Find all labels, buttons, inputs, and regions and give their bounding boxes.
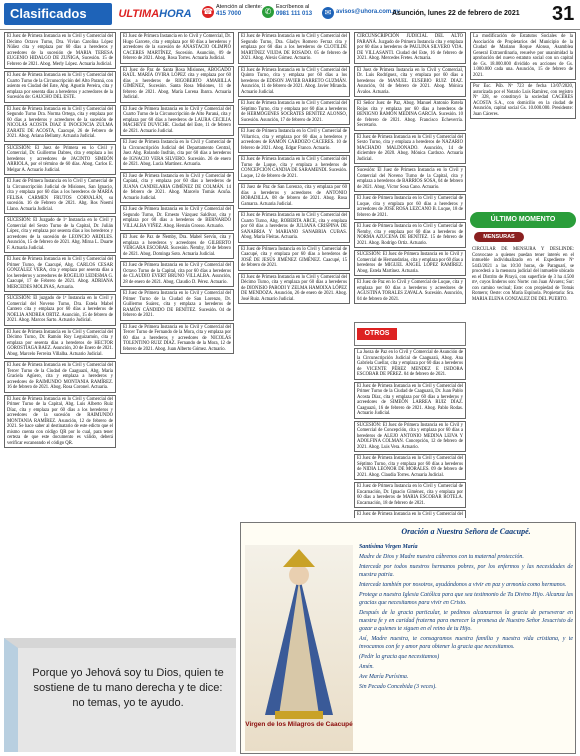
whatsapp-icon: ✆ <box>262 6 274 18</box>
legal-notice: El Juez de Primera Instancia en lo Civil y Comercial del Primer Turno de la Ciudad de Caaguazú, Dr. Juan Pablo Acosta Díaz, cita y emplaza por 60 días a herederos y acreedores de SIMEÓN LARREA RUIZ DÍAZ. Caaguazú, 16 de febrero de 2021. Abog. Pablo Rodas. Actuario Judicial. <box>354 382 466 419</box>
prayer-title: Oración a Nuestra Señora de Caacupé. <box>401 527 531 536</box>
prayer-box <box>240 522 576 754</box>
legal-notice: El Juez de Primera Instancia en lo Civil y Comercial del Segundo Turno, Dra. Gladys Romero Ferraz cita y emplaza por 60 días a los herederos de CLOTILDE MARTÍNEZ VIUDA DE ROSADO. 05 de febrero de 2021. Abog. Alexis Gómez. Actuario. <box>238 32 350 64</box>
prayer-paragraph: Intercede por todos nuestros hermanos pobres, por los enfermos y las necesidades de nuestra patria. <box>359 564 573 578</box>
legal-notice: La modificación de Estatutos Sociales de la Asociación de Propietarios del Municipio de la Ciudad de Mariano Roque Alonso, Asamblea General Extraordinaria, resuelve por unanimidad la aprobación del nuevo estatuto social con un capital de Gs. 18.000.000 dividido en acciones de Gs. 1.000.000 cada una. Asunción, 15 de febrero de 2021. <box>470 32 576 80</box>
prayer-paragraph: Ave María Purísima. <box>359 674 409 680</box>
legal-notice: El Juez de Primera Instancia en lo Civil y Comercial de Encarnación, Dr. Ignacio Giménez, cita y emplaza por 60 días a herederos de MARIA ESCOBAR ROTELA. Encarnación, 18 de febrero de 2021. <box>354 482 466 508</box>
legal-notice: El Juez de Paz de Santa Rosa Misiones, ABOGADO RAÚL MARÍA OVIRA LÓPEZ cita y emplaza por 60 días a herederos de RIGOBERTO AMARILLA GIMÉNEZ, Sucesión. Santa Rosa Misiones, 11 de febrero de 2021. Abog. María Lorena Ibarra. Actuaria Judicial. <box>120 66 234 103</box>
prayer-text <box>359 543 573 693</box>
legal-notice: El Juez de Primera Instancia en lo Civil y Comercial del Tercer Turno de Fernando de la Mora, cita y emplaza por 60 días a herederos y acreedores de NICOLÁS TOLENTINO RUIZ DÍAZ. Fernando de la Mora, 12 de febrero de 2021. Abog. Juan Alberto Gómez. Actuario. <box>120 323 234 355</box>
brand-logo: ULTIMAHORA <box>118 8 192 20</box>
legal-notice: SUCESIÓN: El juzgado de 1ª Instancia en lo Civil y Comercial del Noveno Turno, Dra. Estela Mabel Cantero cita y emplaza por 60 días a herederos de NOELIA ANDREA ORTIZ. Asunción, 15 de febrero de 2021. Abog. Marcos Sarto. Actuario Judicial. <box>4 294 116 326</box>
phone-icon: ☎ <box>203 7 213 16</box>
otros-header <box>354 322 466 346</box>
legal-notice: El Juez de Primera Instancia en lo Civil y Comercial del Turno de Luque, cita y emplaza a herederos de CONCEPCIÓN CANDIA DE SARAMENDI. Sucesión. Luque, 12 de febrero de 2021. <box>238 155 350 181</box>
column-3 <box>238 32 350 518</box>
legal-notice: El Juez de Primera Instancia en lo Civil y Comercial de la Circunscripción Judicial del Departamento Central, Juez Abg. Rolando Insfrán, cita por 60 días a herederos de IGNACIO VERA SILVERO. Sucesión. 26 de enero de 2021. Abog. Lucía Martínez. Actuaria. <box>120 138 234 170</box>
legal-notice: El Juez de Primera Instancia en lo Civil y Comercial de Villarrica, cita y emplaza por 60 días a herederos y acreedores de RAMÓN CARDOZO CÁCERES. 10 de febrero de 2021. Abog. Edgar Franco. Actuario. <box>238 127 350 153</box>
legal-notice: El Juez de Primera Instancia en lo Civil y Comercial de Capiatá, cita y emplaza por 60 días a herederos de JUANA CANDELARIA GIMÉNEZ DE COLMÁN. 14 de febrero de 2021. Abog. Marcelo Tomás Acuña. Actuario Judicial. <box>120 172 234 204</box>
contact-email <box>322 9 400 31</box>
legal-notice: El Juez de Primera Instancia en lo Civil y Comercial de Ñemby, cita y emplaza por 60 días a herederos de NORMA AZUCENA DE BENÍTEZ. 15 de febrero de 2021. Abog. Rodrigo Ortiz. Actuario. <box>354 222 466 248</box>
legal-notice: El Señor Juez de Paz, Abog. Manuel Antonio Rotela Rojas cita y emplaza por 60 días a herederos de BENIGNO RAMÓN MEDINA GARCÍA. Sucesión. 10 de febrero de 2021. Abog. Francisco Echeverría. Secretario. <box>354 99 466 131</box>
legal-notice: El Juez de Primera Instancia en lo Civil y Comercial del Cuarto Turno de la Circunscripción del Alto Paraná, con asiento en Ciudad del Este, Abg. Agustín Pereira, cita y emplaza por sesenta días a herederos y acreedores de la Sucesión de: GAUCHO DEL ESTE. <box>4 71 116 103</box>
legal-notice: El Juez de Primera Instancia en lo Civil y Comercial del <box>354 510 466 518</box>
column-4 <box>354 32 466 348</box>
mensuras-notice: CIRCULAR DE MENSURA Y DESLINDE: Convocase a quienes puedan tener interés en el inmueble individualizado en el Expediente Nº 5443/2021 a las 10:30 horas, de Paraguarí, se procederá a la mensura judicial del inmueble ubicado en el Distrito de Pirayú, con superficie de 3 ha 4.500 m², cuyos linderos son: Norte: con Juan Álvarez; Sur: con camino vecinal; Este: con propiedad de Tomás Romero; Oeste: con María Espínola. Propietaria: Sra. MARIA ELENA GONZALEZ DE DEL PUERTO. <box>472 247 574 302</box>
virgin-figure-icon <box>245 545 353 725</box>
otros-label: OTROS <box>357 328 397 340</box>
legal-notice: Por Esc. Púb. Nº 723 de fecha 13/07/2020, autorizada por el Notario Luis Ramírez, con registro Nº 328, se constituyó la sociedad CACERES ACOSTA S.A., con domicilio en la ciudad de Asunción, capital social Gs. 10.000.000. Presidente: Juan Cáceres. <box>470 82 576 119</box>
legal-notice: El Juez de Paz de San Lorenzo, cita y emplaza por 60 días a herederos y acreedores de ANTONIO BOBADILLA. 08 de febrero de 2021. Abog. Rosa Gamarra. Actuaria Judicial. <box>238 183 350 209</box>
legal-notice: El Juez de Primera Instancia en lo Civil y Comercial de Caacupé, cita y emplaza por 60 días a herederos de JOSÉ DE JESÚS JIMÉNEZ GIMÉNEZ. Caacupé, 15 de febrero de 2021. <box>238 245 350 271</box>
prayer-paragraph: Madre de Dios y Madre nuestra cúbrenos con tu maternal protección. <box>359 554 524 560</box>
prayer-paragraph: (Pedir la gracia que necesitamos) <box>359 654 440 660</box>
legal-notice: El Juez de Primera Instancia en lo Civil y Comercial del Séptimo Turno, cita y emplaza por 60 días a herederos de HERMÓGENES SOCRATES BENÍTEZ ALONSO, Sucesión. Asunción, 17 de febrero de 2021. <box>238 99 350 125</box>
contact-phone: ☎ Atención al cliente: 415 7000 <box>203 4 263 17</box>
prayer-paragraph: Así, Madre nuestra, te consagramos nuestra familia y nuestra vida cristiana, y te invocamos con fe y amor para obtener la gracia que necesitamos. <box>359 636 573 650</box>
column-4b <box>354 348 466 518</box>
legal-notice: El Juez de Primera Instancia en lo Civil y Comercial del Primer Turno de la Capital, Abg. Luis Alberto Ruiz Díaz, cita y emplaza por 60 días a los herederos y acreedores de la sucesión de RAIMUNDO MONTANIA RAMÍREZ. Asunción, 12 de febrero de 2021. Se hace saber al destinatario de este edicto que el mismo cuenta con código QR por lo cual, para tener certeza de que este documento es válido, deberá verificar escaneando el código QR. <box>4 395 116 449</box>
legal-notice: El Juez de Primera Instancia en lo Civil y Comercial del Primer Turno, de Caacupé, Abg. CARLOS CESAR GONZÁLEZ VERA, cita y emplaza por sesenta días a los herederos y acreedores de ROGELIO LEDESMA G. Caacupé, 17 de Febrero de 2021. Abog. ADRIANA MERCEDES MOLINAS, Actuaria. <box>4 255 116 292</box>
prayer-paragraph: Sin Pecado Concebida (3 veces). <box>359 684 437 690</box>
legal-notice: Sucesión: El Juez de Primera Instancia en lo Civil y Comercial del Noveno Turno de la Capital, cita y emplaza a herederos de BARRIOS SOSA, 04 de febrero de 2021. Abog. Víctor Sosa Cano. Actuario. <box>354 166 466 192</box>
whatsapp-number[interactable]: 0981 111 013 <box>276 11 313 17</box>
legal-notice: El Juez de Primera Instancia en lo Civil y Comercial de la Circunscripción Judicial de Misiones, San Ignacio, cita y emplaza por 60 días a los herederos de MARÍA FELISA CARMEN FRUTOS CORVALÁN, su sucesión. 16 de Febrero de 2021. Abg. Ros Noemí Llano. Actuaria Judicial. <box>4 177 116 214</box>
legal-notice: El Juez de Primera Instancia en lo Civil y Comercial del Tercer Turno de la Ciudad de Caaguazú, Abg. María Graciela Agüero, cita y emplaza a herederos y acreedores de RAIMUNDO MONTANIA RAMÍREZ. 16 de febrero de 2021. Abog. Rosa Coronel. Actuaria. <box>4 361 116 393</box>
legal-notice: El Juez de Primera Instancia en lo Civil y Comercial del Décimo Octavo Turno, Dra. Vivian Carolina López Núñez cita y emplaza por 60 días a herederos y acreedores de la sucesión de MARIA TERESA EUGENIO HIDALGO DE ZUÑIGA, Sucesión. 15 de Febrero de 2021. Abog. Merly López. Actuaria Judicial. <box>4 32 116 69</box>
prayer-paragraph: Intercede también por nosotros, ayudándonos a vivir en paz y armonía como hermanos. <box>359 582 567 588</box>
column-1 <box>4 32 116 636</box>
prayer-paragraph: Amén. <box>359 664 374 670</box>
mensuras-label: MENSURAS <box>474 232 524 242</box>
legal-notice: SUCESIÓN: El Juzgado de 1ª Instancia en lo Civil y Comercial del Sexto Turno de la Capital, Dr. Julián López, cita y emplaza por sesenta días a los herederos y acreedores de la sucesión de LEONCIO ARDILES. Asunción, 15 de febrero de 2021. Abg. Mirna L. Duarte F. Actuaria Judicial. <box>4 216 116 253</box>
legal-notice: El Juez de Paz de Ñemby, Dra. Mabel Servín, cita y emplaza a herederos y acreedores de GILBERTO VERGARA ESCOBAR. Sucesión. Ñemby, 10 de febrero de 2021. Abog. Dominga Soto. Actuaria Judicial. <box>120 233 234 259</box>
legal-notice: El Juez de Primera Instancia en lo Civil y Comercial, Dr. Luis Rodríguez, cita y emplaza por 60 días a herederos de MANUEL EUSEBIO RUIZ DIAZ. Asunción, 04 de febrero de 2021. Abog. Mónica Ávalos. Actuaria. <box>354 66 466 98</box>
section-title: Clasificados <box>4 3 112 25</box>
faith-quote-box <box>4 638 236 752</box>
prayer-paragraph: Protege a nuestra Iglesia Católica para que sea testimonio de Tu Divino Hijo. Alcanza las gracias que necesitamos para vivir en Cristo. <box>359 592 573 606</box>
legal-notice: El Juez de Primera Instancia en lo Civil y Comercial de Luque, cita y emplaza por 60 días a herederos y acreedores de JOSÉ ROSA LEZCANO B. Luque, 18 de febrero de 2021. <box>354 194 466 220</box>
page-number: 31 <box>552 3 575 25</box>
legal-notice: El Juez de Primera Instancia en lo Civil y Comercial del Segundo Turno, Dr. Ernesto Vázquez Saldívar, cita y emplaza por 60 días a herederos de BERNARDO VILLALBA VIÑEZ. Abog. Hernán Grosso. Actuario. <box>120 205 234 231</box>
page-header <box>0 0 580 30</box>
virgin-caption: Virgen de los Milagros de Caacupé <box>245 721 353 728</box>
legal-notice: CIRCUNSCRIPCIÓN JUDICIAL DEL ALTO PARANÁ. Juzgado de Primera Instancia cita y emplaza por 60 días a herederos de PAULINA SILVERO VDA. DE VILLASANTI. Ciudad del Este, 16 de febrero de 2021. Abog. Mercedes Fretes. Actuaria. <box>354 32 466 64</box>
column-6 <box>470 32 576 202</box>
prayer-lead: Santísima Virgen María <box>359 544 418 550</box>
legal-notice: El Juez de Primera Instancia en lo Civil y Comercial del Cuarto Turno de la Circunscripción de Alto Paraná, cita y emplaza por 60 días a herederos de LAURA CECILIA MACHEYE DUVICHE. Ciudad del Este, 11 de febrero de 2021. Actuario Judicial. <box>120 105 234 137</box>
legal-notice: El Juez de Primera Instancia en lo Civil y Comercial del Séptimo Turno, cita y emplaza por 60 días a herederos de NIDIA LEONOR DE MORALES. 09 de febrero de 2021. Abog. Claudia Torres. Actuaria Judicial. <box>354 454 466 480</box>
ultimo-momento-badge: ÚLTIMO MOMENTO <box>470 212 576 228</box>
column-2 <box>120 32 234 718</box>
issue-date: Asunción, lunes 22 de febrero de 2021 <box>392 10 520 17</box>
prayer-paragraph: Después de la gracia particular, te pedimos alcanzarnos la gracia de perseverar en nuestra fe y en caridad fraterna para merecer la promesa de Nuestro Señor Jesucristo de gozar a quienes te siguen en el reino de tu Hijo. <box>359 610 573 632</box>
legal-notice: SUCESIÓN: El Juez de Primera Instancia en lo Civil y Comercial de Hernandarias, cita y emplaza por 60 días a herederos de MIGUEL ÁNGEL LÓPEZ RAMÍREZ. Abog. Estela Martínez. Actuaria. <box>354 250 466 276</box>
email-icon: ✉ <box>322 7 334 19</box>
legal-notice: El Juez de Primera Instancia en lo Civil y Comercial del Quinto Turno, cita y emplaza por 60 días a los herederos de EDISON JAVIER BARRETO GUZMÁN. Asunción, 11 de febrero de 2021. Abog. Javier Miranda. Actuario Judicial. <box>238 66 350 98</box>
legal-notice: El Juez de Primera Instancia en lo Civil y Comercial del Décimo Turno, Dr. Ramón Roy Leguizamón, cita y emplaza por sesenta días a herederos de HECTOR GOROSTIAGA BAEZ. Asunción, 20 de Enero de 2021. Abog. Marcelo Ferreira Villalba. Actuario Judicial. <box>4 328 116 360</box>
legal-notice: La Jueza de Paz en lo Civil y Comercial de Asunción de la Circunscripción Judicial de Caaguazú, Abog. Ana Gabriela Cuellar, cita y emplaza por 60 días a herederos de VICENTE PÉREZ MENDEZ E ISIDORA ESCOBAR DE PÉREZ. 04 de febrero de 2021. <box>354 348 466 380</box>
faith-quote: Porque yo Jehová soy tu Dios, quien te sostiene de tu mano derecha y te dice: no temas, yo te ayudo. <box>32 667 224 709</box>
legal-notice: El Juez de Primera Instancia en lo Civil y Comercial del Sexto Turno, cita y emplaza a herederos de NAZARIO MACHADO MALDONADO. Asunción, 14 de diciembre de 2020. Abog. Mónica Cardozo. Actuaria Judicial. <box>354 133 466 165</box>
legal-notice: El Juez de Paz en lo Civil y Comercial de Luque, cita y emplaza por 60 días a herederos y acreedores de AGUSTINA TORALES ZAVALA. Sucesión. Asunción, 04 de febrero de 2021. <box>354 278 466 304</box>
legal-notice: El Juez de Primera Instancia en lo Civil y Comercial del Octavo Turno de la Capital, cita por 60 días a herederos de CLAUDIO EVERT BRUNO VILLALBA. Asunción, 28 de enero de 2021. Abog. Claudio D. Pérez. Actuario. <box>120 261 234 287</box>
legal-notice: El Juez de Primera Instancia en lo Civil y Comercial del Cuarto Turno, Abg. ROBERTA ARCE, cita y emplaza por 60 días a herederos de JULIANA CRISPINA DE SANABRIA Y MARIANO SANABRIA CUBAS. Abog. María Fleitas. Actuaria. <box>238 211 350 243</box>
legal-notice: SUCESIÓN: El Juez de Primera Instancia en lo Civil y Comercial de Concepción, cita y emplaza por 60 días a herederos de ALEJO ANTONIO MEDINA LEIVA Y ADOLFINA COLMAN. Concepción, 12 de febrero de 2021. Abog. Luis Vera. Actuario. <box>354 421 466 453</box>
legal-notice: El Juez de Primera Instancia en lo Civil y Comercial del Primer Turno de la Ciudad de San Lorenzo, Dr. Guillermo Suárez, cita y emplaza a herederos de RAMÓN CÁNDIDO DE BENÍTEZ. Sucesión. 04 de febrero de 2021. <box>120 289 234 321</box>
contact-whatsapp: ✆ Escríbenos al 0981 111 013 <box>262 4 312 26</box>
legal-notice: El Juez de Primera Instancia en lo Civil y Comercial del Décimo Turno, cita y emplaza por 60 días a herederos de DIONISIO PARODI Y ZELMA HAMOIXA LÓPEZ DE MENDOZA. Asunción, 26 de enero de 2021. Abog. José Ruiz. Actuario Judicial. <box>238 273 350 305</box>
email-address[interactable]: avisos@uhora.com.py <box>336 9 400 15</box>
legal-notice: El Juez de Primera Instancia en lo Civil y Comercial, Dr. Hugo Garcete, cita y emplaza por 60 días a herederos y acreedores de la sucesión de ANASTACIO OLIMPIO CACERES MARTÍNEZ, Sucesión. Asunción, 09 de febrero de 2021. Abog. Rosa Torres. Actuaria Judicial. <box>120 32 234 64</box>
phone-number[interactable]: 415 7000 <box>216 11 242 17</box>
legal-notice: SUCESIÓN: El Juez de Primera en lo Civil y Comercial, Dr. Guillermo Dabres, cita y emplaza a los herederos y acreedores de JACINTO SIMEÓN ARRIOLA, por el término de 60 días. Abog. Carlos E. Melgar A. Actuario Judicial. <box>4 144 116 176</box>
legal-notice: El Juez de Primera Instancia en lo Civil y Comercial del Segundo Turno Dra. Norma Ortega, cita y emplaza por 60 días a herederos y acreedores de la sucesión de NICOLÁS ACOSTA DIAZ E INOCENCIA ZULMA ZARATE DE ACOSTA, Caacupé, 26 de Febrero de 2021. Abog. Ariana Bellamy. Actuaria Judicial. <box>4 105 116 142</box>
